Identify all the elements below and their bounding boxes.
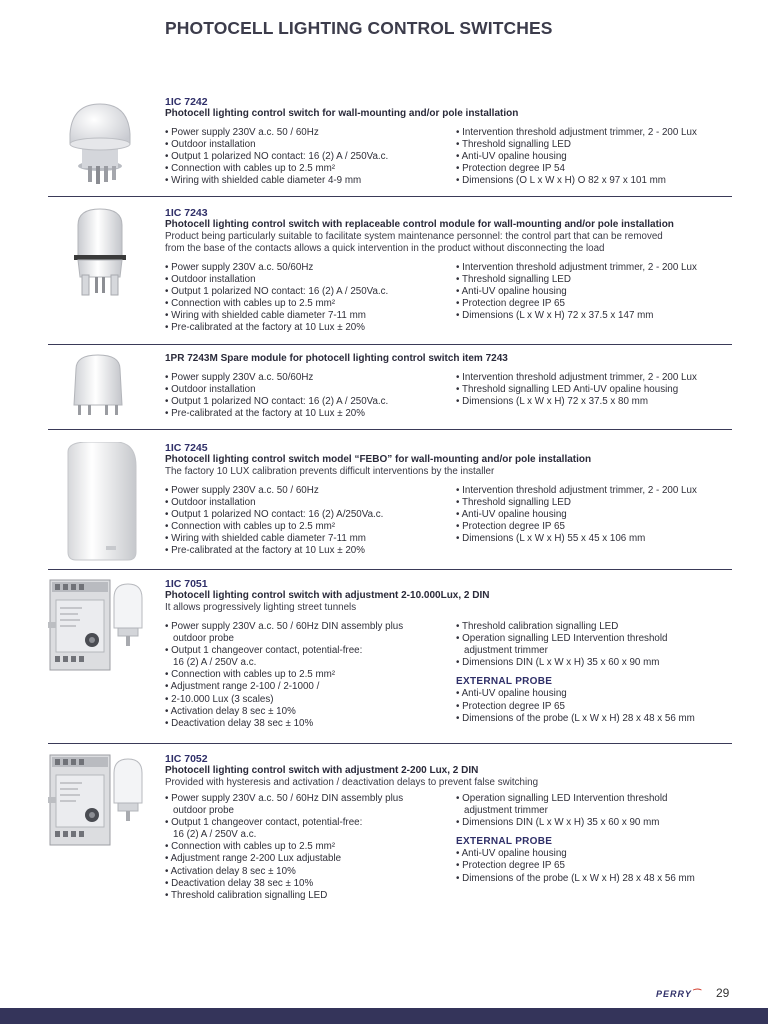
dome-photocell-icon: [48, 96, 158, 191]
spec-item: • Output 1 polarized NO contact: 16 (2) A / 250Va.c.: [165, 396, 389, 408]
logo-swoosh-icon: ⁀: [691, 989, 701, 999]
external-probe-heading: EXTERNAL PROBE: [456, 676, 553, 688]
footer-bar: [0, 1008, 768, 1024]
product-text: [165, 353, 732, 420]
product-photo: [48, 578, 158, 678]
product-headline: Photocell lighting control switch for wall-mounting and/or pole installation: [165, 108, 519, 119]
spec-item: • Anti-UV opaline housing: [456, 688, 567, 700]
spec-columns: [165, 621, 732, 730]
spec-item: • Dimensions DIN (L x W x H) 35 x 60 x 90 mm: [456, 817, 660, 829]
logo-text: PERRY: [656, 989, 692, 999]
spec-item: • Output 1 polarized NO contact: 16 (2) A / 250Va.c.: [165, 286, 389, 298]
spec-item: • Outdoor installation: [165, 274, 256, 286]
spec-item: adjustment trimmer: [464, 645, 548, 657]
spec-item: • Dimensions DIN (L x W x H) 35 x 60 x 90 mm: [456, 657, 660, 669]
spec-item: • Output 1 changeover contact, potential-free:: [165, 645, 363, 657]
spec-columns: [165, 262, 732, 335]
din-module-with-probe-icon: [48, 753, 158, 848]
spec-item: • Pre-calibrated at the factory at 10 Lux ± 20%: [165, 322, 365, 334]
spec-item: • Dimensions of the probe (L x W x H) 28 x 48 x 56 mm: [456, 712, 695, 724]
spec-item: • Intervention threshold adjustment trimmer, 2 - 200 Lux: [456, 262, 697, 273]
spec-item: • Anti-UV opaline housing: [456, 286, 567, 298]
spec-item: outdoor probe: [173, 805, 235, 817]
brand-logo: [656, 989, 700, 1000]
spec-right: [456, 262, 732, 335]
spec-left: [165, 621, 456, 730]
spec-right: [456, 127, 732, 187]
product-description: Provided with hysteresis and activation / deactivation delays to prevent false switching: [165, 777, 539, 788]
product-photo: [48, 207, 158, 312]
page-number: 29: [716, 986, 730, 1000]
spec-item: • Connection with cables up to 2.5 mm²: [165, 298, 336, 310]
product-headline: Photocell lighting control switch with adjustment 2-200 Lux, 2 DIN: [165, 765, 479, 776]
spec-left: [165, 485, 456, 558]
spec-item: • Threshold calibration signalling LED: [456, 621, 619, 632]
spec-item: adjustment trimmer: [464, 805, 548, 817]
spec-item: • Output 1 changeover contact, potential-free:: [165, 817, 363, 829]
product-code: 1IC 7242: [165, 96, 208, 108]
spec-item: • Protection degree IP 65: [456, 860, 565, 872]
product-1ic-7051: [48, 578, 732, 744]
spec-item: • Pre-calibrated at the factory at 10 Lux ± 20%: [165, 545, 365, 557]
spec-item: • Connection with cables up to 2.5 mm²: [165, 669, 336, 681]
spec-item: 16 (2) A / 250V a.c.: [173, 829, 257, 841]
product-code: 1IC 7245: [165, 442, 208, 454]
product-headline: 1PR 7243M Spare module for photocell lighting control switch item 7243: [165, 353, 508, 364]
spec-item: outdoor probe: [173, 633, 235, 645]
product-text: [165, 753, 732, 902]
product-photo: [48, 96, 158, 196]
spec-item: • Operation signalling LED Intervention threshold: [456, 633, 668, 645]
spec-item: • Intervention threshold adjustment trimmer, 2 - 200 Lux: [456, 372, 697, 383]
product-headline: Photocell lighting control switch model “FEBO” for wall-mounting and/or pole installation: [165, 454, 592, 465]
product-code: 1IC 7051: [165, 578, 208, 590]
spec-item: • Power supply 230V a.c. 50 / 60Hz DIN assembly plus: [165, 621, 404, 632]
spec-item: • Adjustment range 2-100 / 2-1000 /: [165, 681, 320, 693]
spec-item: • Protection degree IP 65: [456, 700, 565, 712]
external-probe-heading: EXTERNAL PROBE: [456, 836, 553, 848]
spec-item: • Threshold calibration signalling LED: [165, 889, 328, 901]
din-module-with-probe-icon: [48, 578, 158, 673]
spec-item: • Power supply 230V a.c. 50/60Hz: [165, 262, 314, 273]
spec-columns: [165, 485, 732, 558]
spec-item: • Anti-UV opaline housing: [456, 151, 567, 163]
product-description: It allows progressively lighting street tunnels: [165, 602, 357, 613]
spec-item: • Threshold signalling LED: [456, 139, 571, 151]
spec-item: • Dimensions (L x W x H) 55 x 45 x 106 mm: [456, 533, 646, 545]
spec-item: • Operation signalling LED Intervention threshold: [456, 793, 668, 804]
spec-item: • Outdoor installation: [165, 139, 256, 151]
spare-module-icon: [48, 353, 158, 423]
spec-left: [165, 262, 456, 335]
product-text: [165, 442, 732, 558]
spec-left: [165, 127, 456, 187]
spec-item: • Anti-UV opaline housing: [456, 509, 567, 521]
spec-item: • Wiring with shielded cable diameter 4-9 mm: [165, 175, 362, 187]
product-photo: [48, 753, 158, 853]
spec-item: • Power supply 230V a.c. 50 / 60Hz DIN assembly plus: [165, 793, 404, 804]
spec-item: • Dimensions (L x W x H) 72 x 37.5 x 147 mm: [456, 310, 654, 322]
product-code: 1IC 7052: [165, 753, 208, 765]
spec-item: • Power supply 230V a.c. 50 / 60Hz: [165, 127, 319, 138]
spec-item: • Dimensions (O L x W x H) O 82 x 97 x 101 mm: [456, 175, 666, 187]
spec-item: • Power supply 230V a.c. 50 / 60Hz: [165, 485, 319, 496]
spec-right: [456, 372, 732, 420]
product-headline: Photocell lighting control switch with replaceable control module for wall-mounting and/or pole installation: [165, 219, 674, 230]
spec-item: • Adjustment range 2-200 Lux adjustable: [165, 853, 342, 865]
spec-left: [165, 793, 456, 902]
spec-right: [456, 793, 732, 902]
spec-item: • Intervention threshold adjustment trimmer, 2 - 200 Lux: [456, 485, 697, 496]
spec-item: • Anti-UV opaline housing: [456, 848, 567, 860]
page-title: PHOTOCELL LIGHTING CONTROL SWITCHES: [165, 18, 553, 38]
product-1ic-7245: [48, 442, 732, 570]
product-photo: [48, 353, 158, 428]
spec-item: • Threshold signalling LED: [456, 274, 571, 286]
spec-item: • Outdoor installation: [165, 384, 256, 396]
spec-item: • Wiring with shielded cable diameter 7-11 mm: [165, 310, 366, 322]
spec-item: • Connection with cables up to 2.5 mm²: [165, 521, 336, 533]
spec-item: • Connection with cables up to 2.5 mm²: [165, 841, 336, 853]
spec-right: [456, 621, 732, 730]
spec-item: • Output 1 polarized NO contact: 16 (2) A / 250Va.c.: [165, 151, 389, 163]
product-1ic-7243: [48, 207, 732, 345]
spec-item: • Threshold signalling LED: [456, 497, 571, 509]
product-1ic-7242: [48, 96, 732, 197]
spec-columns: [165, 372, 732, 420]
spec-item: 16 (2) A / 250V a.c.: [173, 657, 257, 669]
product-code: 1IC 7243: [165, 207, 208, 219]
product-1pr-7243m: [48, 353, 732, 430]
product-description: from the base of the contacts allows a quick intervention in the product without disconnecting the load: [165, 243, 605, 254]
spec-item: • Intervention threshold adjustment trimmer, 2 - 200 Lux: [456, 127, 697, 138]
spec-item: • Protection degree IP 65: [456, 298, 565, 310]
spec-item: • Dimensions (L x W x H) 72 x 37.5 x 80 mm: [456, 396, 648, 408]
spec-right: [456, 485, 732, 558]
spec-columns: [165, 127, 732, 187]
module-photocell-icon: [48, 207, 158, 307]
spec-item: • Wiring with shielded cable diameter 7-11 mm: [165, 533, 366, 545]
spec-item: • Deactivation delay 38 sec ± 10%: [165, 717, 314, 729]
febo-photocell-icon: [48, 442, 158, 564]
spec-item: • Output 1 polarized NO contact: 16 (2) A/250Va.c.: [165, 509, 384, 521]
product-description: The factory 10 LUX calibration prevents difficult interventions by the installer: [165, 466, 495, 477]
product-text: [165, 96, 732, 187]
spec-item: • Protection degree IP 54: [456, 163, 565, 175]
spec-item: • Connection with cables up to 2.5 mm²: [165, 163, 336, 175]
product-headline: Photocell lighting control switch with adjustment 2-10.000Lux, 2 DIN: [165, 590, 490, 601]
product-text: [165, 578, 732, 730]
spec-item: • 2-10.000 Lux (3 scales): [165, 693, 274, 705]
spec-item: • Deactivation delay 38 sec ± 10%: [165, 877, 314, 889]
product-photo: [48, 442, 158, 569]
product-text: [165, 207, 732, 335]
product-1ic-7052: [48, 753, 732, 913]
spec-item: • Activation delay 8 sec ± 10%: [165, 865, 296, 877]
spec-item: • Outdoor installation: [165, 497, 256, 509]
spec-item: • Dimensions of the probe (L x W x H) 28 x 48 x 56 mm: [456, 872, 695, 884]
spec-item: • Threshold signalling LED Anti-UV opaline housing: [456, 384, 679, 396]
spec-item: • Power supply 230V a.c. 50/60Hz: [165, 372, 314, 383]
spec-item: • Activation delay 8 sec ± 10%: [165, 705, 296, 717]
product-description: Product being particularly suitable to facilitate system maintenance personnel: the control part that can be removed: [165, 231, 663, 242]
spec-item: • Pre-calibrated at the factory at 10 Lux ± 20%: [165, 408, 365, 420]
spec-left: [165, 372, 456, 420]
spec-columns: [165, 793, 732, 902]
spec-item: • Protection degree IP 65: [456, 521, 565, 533]
